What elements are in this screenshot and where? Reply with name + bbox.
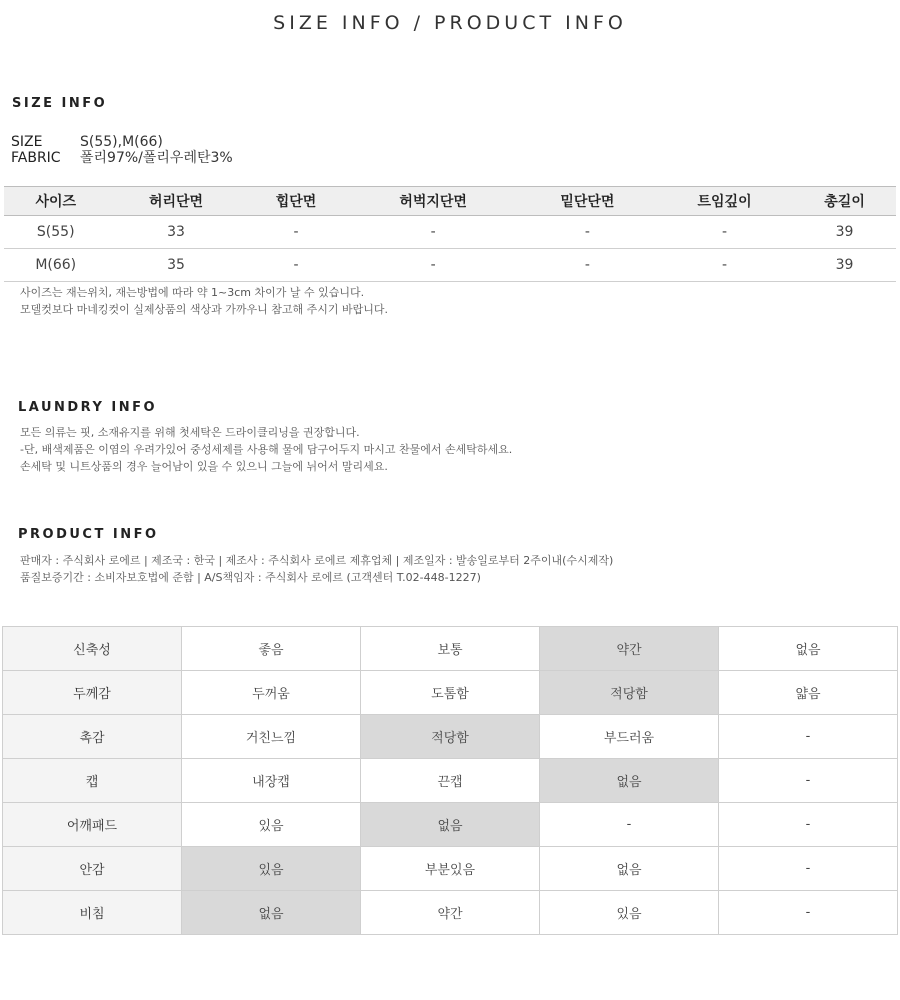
fabric-row-label: 안감 [3,847,182,891]
spec-row-fabric [11,150,233,166]
fabric-option: 보통 [361,627,540,671]
fabric-option: 있음 [540,891,719,935]
table-cell: M(66) [4,249,107,282]
table-row [4,216,896,249]
size-table-header: 트임깊이 [656,187,793,216]
table-cell: - [347,249,518,282]
fabric-option: 있음 [182,847,361,891]
fabric-option: 두꺼움 [182,671,361,715]
fabric-option: 적당함 [361,715,540,759]
fabric-option: 없음 [182,891,361,935]
size-table-header: 허벅지단면 [347,187,518,216]
table-cell: - [656,216,793,249]
fabric-option: 얇음 [719,671,898,715]
note-line: 손세탁 및 니트상품의 경우 늘어남이 있을 수 있으니 그늘에 뉘어서 말리세요. [20,460,388,473]
table-cell: - [656,249,793,282]
fabric-option: - [719,803,898,847]
fabric-row-label: 두께감 [3,671,182,715]
size-table [4,186,896,282]
spec-label: SIZE [11,134,43,150]
fabric-option: 내장캡 [182,759,361,803]
laundry-info-heading: LAUNDRY INFO [18,400,158,415]
fabric-option: 도톰함 [361,671,540,715]
note-line: 모델컷보다 마네킹컷이 실제상품의 색상과 가까우니 참고해 주시기 바랍니다. [20,303,389,316]
size-table-header: 총길이 [793,187,896,216]
table-cell: S(55) [4,216,107,249]
fabric-option: - [719,891,898,935]
size-spec-block [11,134,233,166]
fabric-option: 부드러움 [540,715,719,759]
fabric-row-label: 신축성 [3,627,182,671]
table-cell: 39 [793,249,896,282]
note-line: 품질보증기간 : 소비자보호법에 준함 | A/S책임자 : 주식회사 로에르 (고객센터 T.02-448-1227) [20,571,481,584]
fabric-row-cup [3,759,898,803]
fabric-option: 약간 [361,891,540,935]
table-row [4,249,896,282]
spec-row-size [11,134,233,150]
fabric-row-thickness [3,671,898,715]
size-table-header: 허리단면 [107,187,244,216]
fabric-option: - [719,847,898,891]
table-cell: - [347,216,518,249]
size-table-header: 밑단단면 [519,187,656,216]
size-table-header: 힙단면 [245,187,348,216]
product-info-heading: PRODUCT INFO [18,527,159,542]
fabric-option: 끈캡 [361,759,540,803]
fabric-option: 부분있음 [361,847,540,891]
fabric-row-label: 캡 [3,759,182,803]
fabric-property-table [2,626,898,935]
table-cell: - [519,249,656,282]
note-line: 판매자 : 주식회사 로에르 | 제조국 : 한국 | 제조사 : 주식회사 로에르 제휴업체 | 제조일자 : 발송일로부터 2주이내(수시제작) [20,554,614,567]
fabric-row-stretch [3,627,898,671]
fabric-option: 없음 [719,627,898,671]
table-cell: 35 [107,249,244,282]
page-title: SIZE INFO / PRODUCT INFO [273,12,627,34]
note-line: 사이즈는 재는위치, 재는방법에 따라 약 1~3cm 차이가 날 수 있습니다. [20,286,365,299]
fabric-option: 거친느낌 [182,715,361,759]
fabric-option: 없음 [540,847,719,891]
spec-value: 폴리97%/폴리우레탄3% [80,150,233,166]
fabric-option: - [719,715,898,759]
fabric-row-label: 촉감 [3,715,182,759]
table-cell: 39 [793,216,896,249]
fabric-row-label: 비침 [3,891,182,935]
fabric-row-shoulder-pad [3,803,898,847]
table-cell: - [519,216,656,249]
fabric-row-lining [3,847,898,891]
fabric-row-label: 어깨패드 [3,803,182,847]
fabric-option: 적당함 [540,671,719,715]
product-notes [20,552,613,586]
table-cell: 33 [107,216,244,249]
fabric-option: 없음 [361,803,540,847]
table-cell: - [245,249,348,282]
size-table-header-row [4,187,896,216]
size-table-header: 사이즈 [4,187,107,216]
table-cell: - [245,216,348,249]
fabric-option: - [540,803,719,847]
note-line: -단, 배색제품은 이염의 우려가있어 중성세제를 사용해 물에 담구어두지 마시고 찬물에서 손세탁하세요. [20,443,513,456]
size-info-heading: SIZE INFO [12,96,108,111]
fabric-option: 없음 [540,759,719,803]
spec-value: S(55),M(66) [80,134,163,150]
laundry-notes [20,424,512,475]
spec-label: FABRIC [11,150,61,166]
fabric-row-transparency [3,891,898,935]
fabric-option: 약간 [540,627,719,671]
size-notes [20,284,388,318]
fabric-option: - [719,759,898,803]
fabric-option: 좋음 [182,627,361,671]
note-line: 모든 의류는 핏, 소재유지를 위해 첫세탁은 드라이클리닝을 권장합니다. [20,426,360,439]
fabric-row-texture [3,715,898,759]
fabric-option: 있음 [182,803,361,847]
